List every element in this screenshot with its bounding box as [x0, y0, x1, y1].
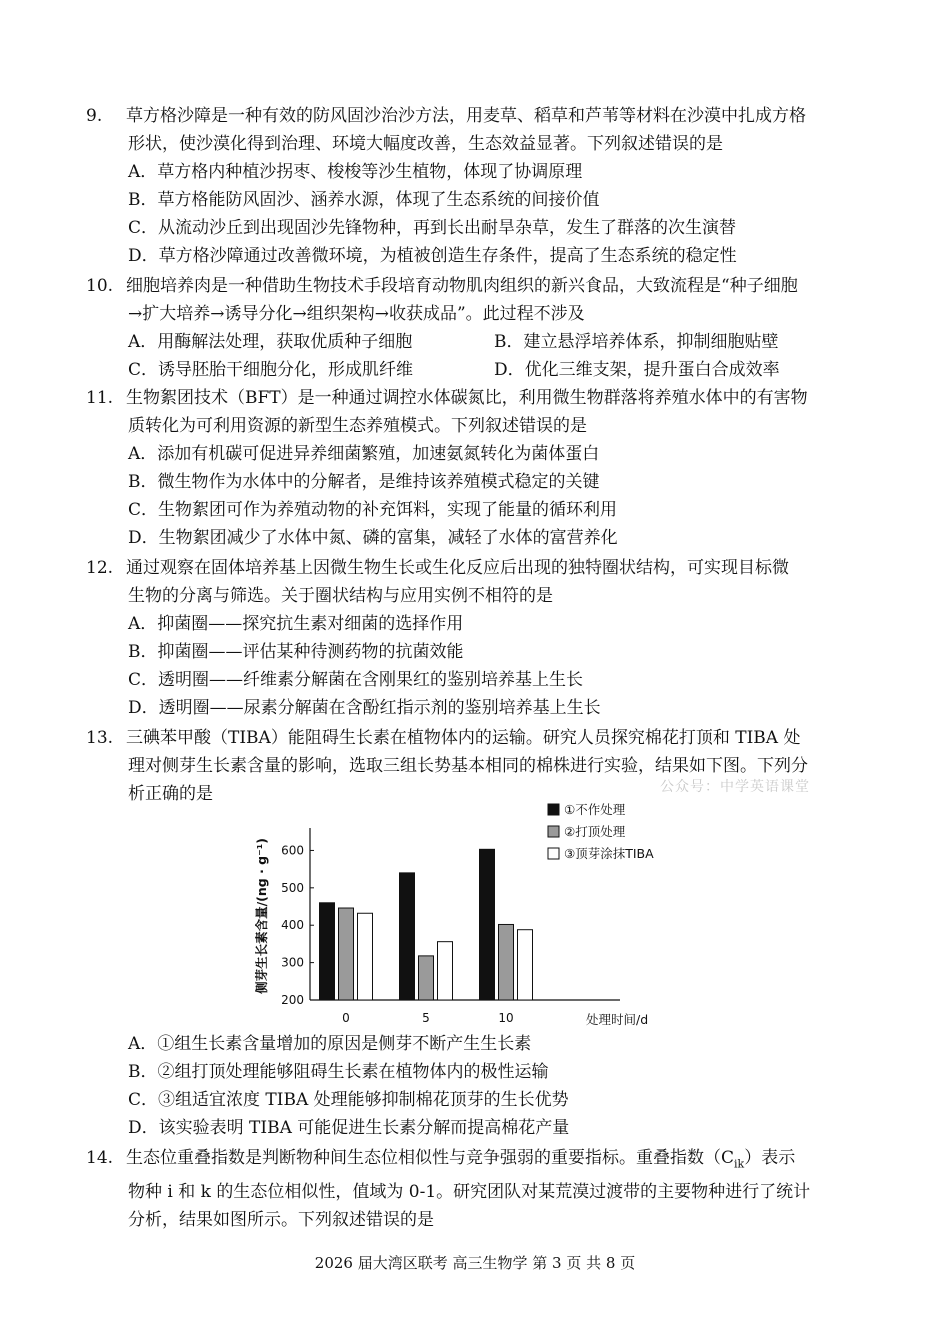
option-c: C．③组适宜浓度 TIBA 处理能够抑制棉花顶芽的生长优势 [128, 1090, 569, 1110]
bar [339, 908, 354, 1000]
question-stem: 细胞培养肉是一种借助生物技术手段培育动物肌肉组织的新兴食品，大致流程是“种子细胞 [126, 276, 798, 296]
x-axis-label: 处理时间/d [586, 1012, 649, 1027]
legend-swatch [548, 804, 559, 815]
option-b: B．建立悬浮培养体系，抑制细胞贴壁 [494, 332, 779, 352]
question-11 [86, 384, 866, 440]
question-number: 10. [86, 276, 114, 296]
bar [480, 849, 495, 1000]
bar [400, 873, 415, 1000]
y-axis-label: 侧芽生长素含量/(ng · g⁻¹) [254, 838, 269, 994]
option-b: B．微生物作为水体中的分解者，是维持该养殖模式稳定的关键 [128, 472, 600, 492]
option-d: D．该实验表明 TIBA 可能促进生长素分解而提高棉花产量 [128, 1118, 570, 1138]
option-d: D．透明圈——尿素分解菌在含酚红指示剂的鉴别培养基上生长 [128, 698, 601, 718]
question-stem: →扩大培养→诱导分化→组织架构→收获成品”。此过程不涉及 [128, 304, 585, 324]
question-stem: 生物絮团技术（BFT）是一种通过调控水体碳氮比，利用微生物群落将养殖水体中的有害物 [126, 388, 808, 408]
legend-label: ②打顶处理 [564, 824, 626, 839]
option-a: A．草方格内种植沙拐枣、梭梭等沙生植物，体现了协调原理 [128, 162, 583, 182]
option-c: C．透明圈——纤维素分解菌在含刚果红的鉴别培养基上生长 [128, 670, 584, 690]
bar [419, 956, 434, 1000]
option-a: A．①组生长素含量增加的原因是侧芽不断产生生长素 [128, 1034, 532, 1054]
question-number: 12. [86, 558, 114, 578]
question-10 [86, 272, 866, 328]
question-12 [86, 554, 866, 610]
option-b: B．②组打顶处理能够阻碍生长素在植物体内的极性运输 [128, 1062, 549, 1082]
question-9 [86, 102, 866, 158]
bar-chart [240, 800, 680, 1040]
bar [499, 924, 514, 1000]
question-number: 14. [86, 1148, 114, 1168]
x-tick-label: 5 [422, 1011, 430, 1025]
y-tick-label: 200 [281, 993, 304, 1007]
question-number: 11. [86, 388, 114, 408]
y-tick-label: 600 [281, 843, 304, 858]
legend-label: ③顶芽涂抹TIBA [564, 846, 654, 861]
option-a: A．添加有机碳可促进异养细菌繁殖，加速氨氮转化为菌体蛋白 [128, 444, 600, 464]
question-stem: 三碘苯甲酸（TIBA）能阻碍生长素在植物体内的运输。研究人员探究棉花打顶和 TIBA 处 [126, 728, 801, 748]
bar [320, 903, 335, 1000]
question-stem: 草方格沙障是一种有效的防风固沙治沙方法，用麦草、稻草和芦苇等材料在沙漠中扎成方格 [126, 106, 806, 126]
option-d: D．草方格沙障通过改善微环境，为植被创造生存条件，提高了生态系统的稳定性 [128, 246, 737, 266]
question-stem: 析正确的是 [128, 784, 213, 804]
option-a: A．抑菌圈——探究抗生素对细菌的选择作用 [128, 614, 464, 634]
subscript: ik [734, 1157, 745, 1171]
bar [438, 942, 453, 1000]
option-b: B．抑菌圈——评估某种待测药物的抗菌效能 [128, 642, 464, 662]
question-stem: ）表示 [744, 1148, 796, 1168]
legend-swatch [548, 848, 559, 859]
question-14 [86, 1144, 866, 1234]
question-stem: 生态位重叠指数是判断物种间生态位相似性与竞争强弱的重要指标。重叠指数（C [126, 1148, 735, 1168]
legend-label: ①不作处理 [564, 802, 626, 817]
option-b: B．草方格能防风固沙、涵养水源，体现了生态系统的间接价值 [128, 190, 600, 210]
question-stem: 物种 i 和 k 的生态位相似性，值域为 0-1。研究团队对某荒漠过渡带的主要物种进行了统计 [128, 1182, 811, 1203]
watermark: 公众号：中学英语课堂 [660, 779, 810, 795]
x-tick-label: 0 [342, 1011, 350, 1025]
option-c: C．从流动沙丘到出现固沙先锋物种，再到长出耐旱杂草，发生了群落的次生演替 [128, 218, 737, 238]
question-stem: 理对侧芽生长素含量的影响，选取三组长势基本相同的棉株进行实验，结果如下图。下列分 [128, 756, 808, 776]
option-c: C．生物絮团可作为养殖动物的补充饵料，实现了能量的循环利用 [128, 500, 618, 520]
option-d: D．优化三维支架，提升蛋白合成效率 [494, 360, 780, 380]
question-stem: 形状，使沙漠化得到治理、环境大幅度改善，生态效益显著。下列叙述错误的是 [128, 134, 723, 154]
y-tick-label: 400 [281, 918, 304, 933]
y-tick-label: 300 [281, 955, 304, 970]
y-tick-label: 500 [281, 880, 304, 895]
bar [358, 913, 373, 1000]
option-a: A．用酶解法处理，获取优质种子细胞 [128, 332, 413, 352]
question-stem: 通过观察在固体培养基上因微生物生长或生化反应后出现的独特圈状结构，可实现目标微 [126, 558, 789, 578]
page-footer: 2026 届大湾区联考 高三生物学 第 3 页 共 8 页 [314, 1254, 636, 1272]
question-stem: 生物的分离与筛选。关于圈状结构与应用实例不相符的是 [128, 586, 553, 606]
option-d: D．生物絮团减少了水体中氮、磷的富集，减轻了水体的富营养化 [128, 528, 618, 548]
option-c: C．诱导胚胎干细胞分化，形成肌纤维 [128, 360, 414, 380]
bar [518, 930, 533, 1000]
question-stem: 质转化为可利用资源的新型生态养殖模式。下列叙述错误的是 [128, 416, 587, 436]
x-tick-label: 10 [498, 1011, 514, 1025]
question-number: 9. [86, 106, 103, 126]
question-stem: 分析，结果如图所示。下列叙述错误的是 [128, 1210, 434, 1231]
question-number: 13. [86, 728, 114, 748]
legend-swatch [548, 826, 559, 837]
